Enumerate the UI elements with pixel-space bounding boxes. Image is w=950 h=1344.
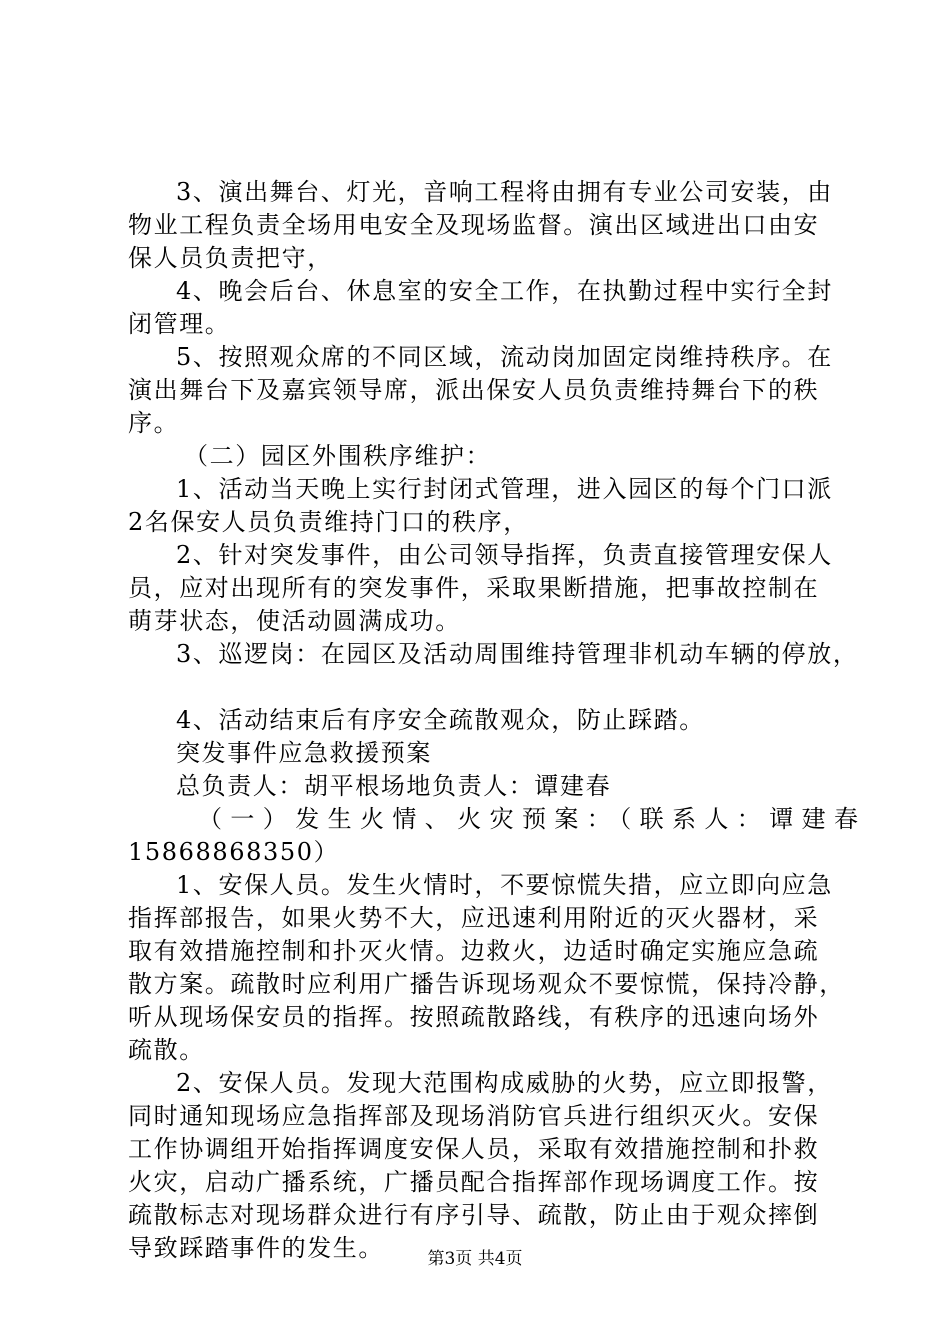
text-line: 保人员负责把守， xyxy=(128,244,333,272)
text-line: 1、安保人员。发生火情时，不要惊慌失措，应立即向应急 xyxy=(176,871,833,899)
text-line: 萌芽状态，使活动圆满成功。 xyxy=(128,607,461,635)
text-line: 演出舞台下及嘉宾领导席，派出保安人员负责维持舞台下的秩 xyxy=(128,376,820,404)
text-line: 同时通知现场应急指挥部及现场消防官兵进行组织灭火。安保 xyxy=(128,1102,820,1130)
text-line: 序。 xyxy=(128,409,180,437)
text-line: 4、晚会后台、休息室的安全工作，在执勤过程中实行全封 xyxy=(176,277,833,305)
text-line: （一）发生火情、火灾预案：（联系人：谭建春 xyxy=(198,805,867,833)
text-line: （二）园区外围秩序维护： xyxy=(184,442,492,470)
text-line: 2名保安人员负责维持门口的秩序， xyxy=(128,508,529,536)
text-line: 2、针对突发事件，由公司领导指挥，负责直接管理安保人 xyxy=(176,541,833,569)
text-line: 导致踩踏事件的发生。 xyxy=(128,1234,384,1262)
text-line: 闭管理。 xyxy=(128,310,231,338)
page-footer: 第3页 共4页 xyxy=(427,1249,523,1269)
text-line: 疏散标志对现场群众进行有序引导、疏散，防止由于观众摔倒 xyxy=(128,1201,820,1229)
text-line: 4、活动结束后有序安全疏散观众，防止踩踏。 xyxy=(176,706,705,734)
text-line: 物业工程负责全场用电安全及现场监督。演出区域进出口由安 xyxy=(128,211,820,239)
text-line: 5、按照观众席的不同区域，流动岗加固定岗维持秩序。在 xyxy=(176,343,833,371)
text-line: 工作协调组开始指挥调度安保人员，采取有效措施控制和扑救 xyxy=(128,1135,820,1163)
text-line: 员，应对出现所有的突发事件，采取果断措施，把事故控制在 xyxy=(128,574,820,602)
text-line: 1、活动当天晚上实行封闭式管理，进入园区的每个门口派 xyxy=(176,475,833,503)
text-line: 15868868350） xyxy=(128,838,340,866)
text-line: 2、安保人员。发现大范围构成威胁的火势，应立即报警， xyxy=(176,1069,833,1097)
text-line: 散方案。疏散时应利用广播告诉现场观众不要惊慌，保持冷静， xyxy=(128,970,845,998)
text-line: 疏散。 xyxy=(128,1036,205,1064)
text-line: 指挥部报告，如果火势不大，应迅速利用附近的灭火器材，采 xyxy=(128,904,820,932)
document-body xyxy=(128,176,867,1265)
text-line: 3、巡逻岗：在园区及活动周围维持管理非机动车辆的停放， xyxy=(176,640,859,668)
text-line: 取有效措施控制和扑灭火情。边救火，边适时确定实施应急疏 xyxy=(128,937,820,965)
text-line: 突发事件应急救援预案 xyxy=(176,739,432,767)
text-line: 总负责人：胡平根场地负责人：谭建春 xyxy=(176,772,612,800)
blank-line xyxy=(128,671,832,704)
text-line: 听从现场保安员的指挥。按照疏散路线，有秩序的迅速向场外 xyxy=(128,1003,820,1031)
text-line: 3、演出舞台、灯光，音响工程将由拥有专业公司安装，由 xyxy=(176,178,833,206)
text-line: 火灾，启动广播系统，广播员配合指挥部作现场调度工作。按 xyxy=(128,1168,820,1196)
